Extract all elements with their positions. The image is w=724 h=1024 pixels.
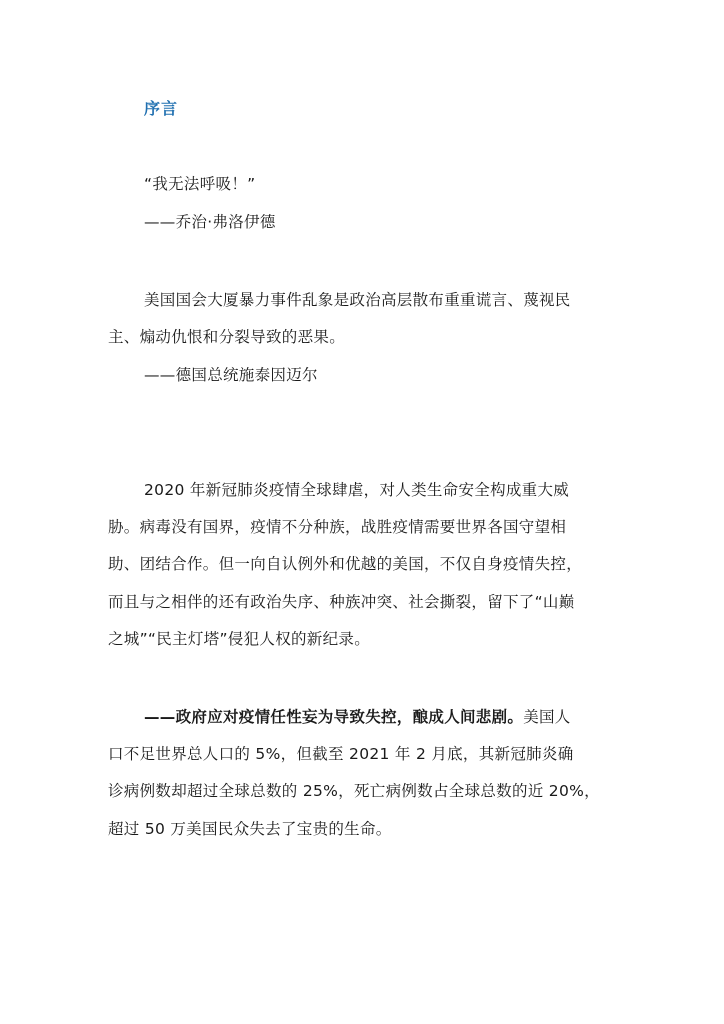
paragraph-line: 之城”“民主灯塔”侵犯人权的新纪录。: [108, 630, 370, 648]
paragraph-line: 2020 年新冠肺炎疫情全球肆虐，对人类生命安全构成重大威: [144, 481, 570, 499]
quote-text: “我无法呼吸！”: [144, 175, 256, 193]
section-heading: 序言: [144, 99, 179, 118]
paragraph-line: 诊病例数却超过全球总数的 25%，死亡病例数占全球总数的近 20%，: [108, 782, 600, 800]
quote-line: 主、煽动仇恨和分裂导致的恶果。: [108, 328, 346, 346]
paragraph-line: 助、团结合作。但一向自认例外和优越的美国，不仅自身疫情失控，: [108, 555, 583, 573]
bold-lead: ——政府应对疫情任性妄为导致失控，酿成人间悲剧。: [144, 708, 524, 726]
paragraph-line: [144, 707, 571, 727]
quote-attribution: ——乔治·弗洛伊德: [144, 213, 276, 231]
quote-attribution: ——德国总统施泰因迈尔: [144, 366, 318, 384]
lead-rest: 美国人: [523, 708, 571, 726]
paragraph-line: 胁。病毒没有国界，疫情不分种族，战胜疫情需要世界各国守望相: [108, 518, 567, 536]
paragraph-line: 超过 50 万美国民众失去了宝贵的生命。: [108, 820, 392, 838]
quote-line: 美国国会大厦暴力事件乱象是政治高层散布重重谎言、蔑视民: [144, 291, 571, 309]
paragraph-line: 而且与之相伴的还有政治失序、种族冲突、社会撕裂，留下了“山巅: [108, 593, 575, 611]
paragraph-line: 口不足世界总人口的 5%，但截至 2021 年 2 月底，其新冠肺炎确: [108, 745, 574, 763]
